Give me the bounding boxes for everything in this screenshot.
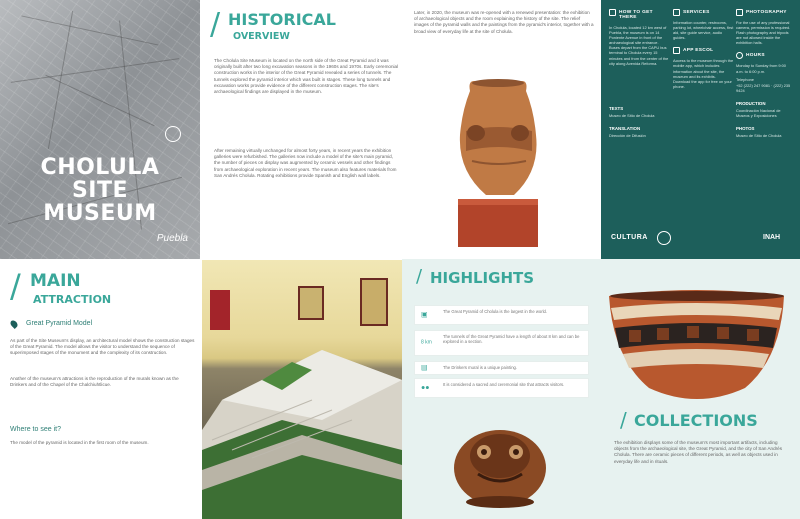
cultura-logo: CULTURA xyxy=(611,234,648,241)
main-item-text-2: Another of the museum's attractions is the reproduction of the murals known as the Drinkers and of the Chapel of the Chalchiuhtlicue. xyxy=(10,376,179,388)
texts-text: Museo de Sitio de Cholula xyxy=(609,112,655,118)
cover-subtitle: Puebla xyxy=(156,233,188,244)
historical-para-2: After remaining virtually unchanged for almost forty years, in recent years the exhibition galleries were refurbished. The galleries now include a model of the site's main pyramid, the number of pieces on display was augmented by ceramic vessels and other findings from archaeological exploration in recent years. The museum also features materials from San Andrés Cholula. Rotating exhibitions provide Spanish and English wall labels. xyxy=(214,148,397,178)
location-icon xyxy=(9,319,19,329)
cover-panel xyxy=(0,0,200,259)
where-text: The model of the pyramid is located in the first room of the museum. xyxy=(10,440,149,445)
translation-label: TRANSLATION xyxy=(609,125,641,131)
how-to-get-text: In Cholula, located 12 km west of Puebla, the museum is on 14 Poniente Avenue in front of the archaeological site entrance. Buses depart from the CAPU bus terminal to Cholula every 15 minutes and from the center of the city along Avenida Reforma. xyxy=(609,25,669,66)
photography-text: For the use of any professional camera, permission is required. Flash photography and tripods are not allowed inside the exhibition halls. xyxy=(736,20,791,46)
camera-icon xyxy=(736,9,743,16)
how-to-get-heading: HOW TO GET THERE xyxy=(619,10,653,20)
highlight-item: ▣ The Great Pyramid of Cholula is the largest in the world. xyxy=(414,305,589,325)
photos-label: PHOTOS xyxy=(736,126,755,132)
frog-vessel-photo xyxy=(448,416,552,512)
services-heading: SERVICES xyxy=(683,10,710,15)
services-icon xyxy=(673,9,680,16)
pyramid-icon: ▣ xyxy=(421,311,428,319)
display-case xyxy=(298,286,324,320)
collections-heading: COLLECTIONS xyxy=(634,411,758,430)
production-text: Coordinación Nacional de Museos y Exposiciones xyxy=(736,107,781,119)
display-case xyxy=(360,278,388,326)
services-text: Information counter, restrooms, parking lot, wheelchair access, first aid, site guide service, audio guides. xyxy=(673,20,734,41)
clock-icon xyxy=(736,52,743,59)
section-slash: / xyxy=(620,408,627,432)
highlight-item: ●● It is considered a sacred and ceremonial site that attracts visitors. xyxy=(414,378,589,398)
people-icon: ●● xyxy=(421,384,430,392)
bowl-photo xyxy=(605,288,788,406)
section-slash: / xyxy=(210,7,221,42)
model-photo xyxy=(202,260,402,519)
historical-para-3: Later, in 2020, the museum was re-opened with a renewed presentation: the exhibition of archaeological objects and the room explaining the history of the site. The relief images of the pyramid walls and the paintings from the pyramid's interior, together with a broad view of everyday life at the site of Cholula. xyxy=(414,10,594,34)
hours-text: Monday to Sunday from 9:00 a.m. to 6:00 p.m. xyxy=(736,63,786,74)
collections-text: The exhibition displays some of the museum's most important artifacts, including objects from the archaeological site, the Great Pyramid, and the city of San Andrés Cholula. There are ceramic pieces of different periods, as well as objects used in everyday life and in rituals. xyxy=(614,440,783,464)
emblem-icon xyxy=(657,231,671,245)
app-text: Access to the museum through the mobile app, which includes information about the site, the museum and its exhibits. Download the app for free on your phone. xyxy=(673,58,734,89)
seal-icon xyxy=(165,126,181,142)
info-col-right xyxy=(736,10,794,138)
telephone-label: Telephone xyxy=(736,76,754,82)
section-slash: / xyxy=(10,267,21,305)
section-slash: / xyxy=(416,266,423,287)
translation-text: Dirección de Difusión xyxy=(609,132,646,138)
main-item-title: Great Pyramid Model xyxy=(26,320,93,327)
texts-label: TEXTS xyxy=(609,105,624,111)
where-title: Where to see it? xyxy=(10,426,61,433)
main-heading: MAIN xyxy=(30,271,81,291)
cover-title: CHOLULA SITE MUSEUM xyxy=(40,155,160,226)
historical-heading: HISTORICAL xyxy=(228,10,336,29)
poster xyxy=(210,290,230,330)
info-col-left xyxy=(609,10,670,138)
vessel-photo xyxy=(436,71,556,249)
mural-icon: ▤ xyxy=(421,364,428,372)
highlights-heading: HIGHLIGHTS xyxy=(430,269,535,287)
historical-para-1: The Cholula Site Museum is located on the north side of the Great Pyramid and it was originally built after two long excavation seasons in the 1960s and 1970s. Early ceremonial construction works in the interior of the Great Pyramid revealed a series of tunnels. The tunnels explored the pyramid interior which was built in stages. These long tunnels and excavation works provide evidence of the different construction stages. The site's archaeological findings are displayed in the museum. xyxy=(214,58,399,95)
app-icon xyxy=(673,47,680,54)
main-item-text: As part of the Site Museum's display, an architectural model shows the construction stages of the Great Pyramid. The model allows the visitor to understand the sequence of superimposed stages of the monument and the complexity of its construction. xyxy=(10,338,195,356)
app-heading: APP ESCOL xyxy=(683,48,714,54)
hours-heading: HOURS xyxy=(746,53,765,59)
photography-heading: PHOTOGRAPHY xyxy=(746,10,787,15)
car-icon xyxy=(609,9,616,16)
inah-logo: INAH xyxy=(763,234,781,241)
highlight-item: ▤ The Drinkers mural is a unique painting. xyxy=(414,361,589,375)
telephone-text: +52 (222) 247 9081 · (222) 235 9424 xyxy=(736,82,791,93)
info-col-middle xyxy=(673,10,734,89)
production-label: PRODUCTION xyxy=(736,100,766,106)
info-panel xyxy=(601,0,800,259)
highlight-item: 8 km The tunnels of the Great Pyramid have a length of about 8 km and can be explored in a section. xyxy=(414,330,589,356)
photos-text: Museo de Sitio de Cholula xyxy=(736,133,782,139)
historical-subheading: OVERVIEW xyxy=(233,31,290,42)
main-subheading: ATTRACTION xyxy=(33,293,112,306)
distance-icon: 8 km xyxy=(421,339,432,346)
pyramid-model xyxy=(202,340,402,519)
